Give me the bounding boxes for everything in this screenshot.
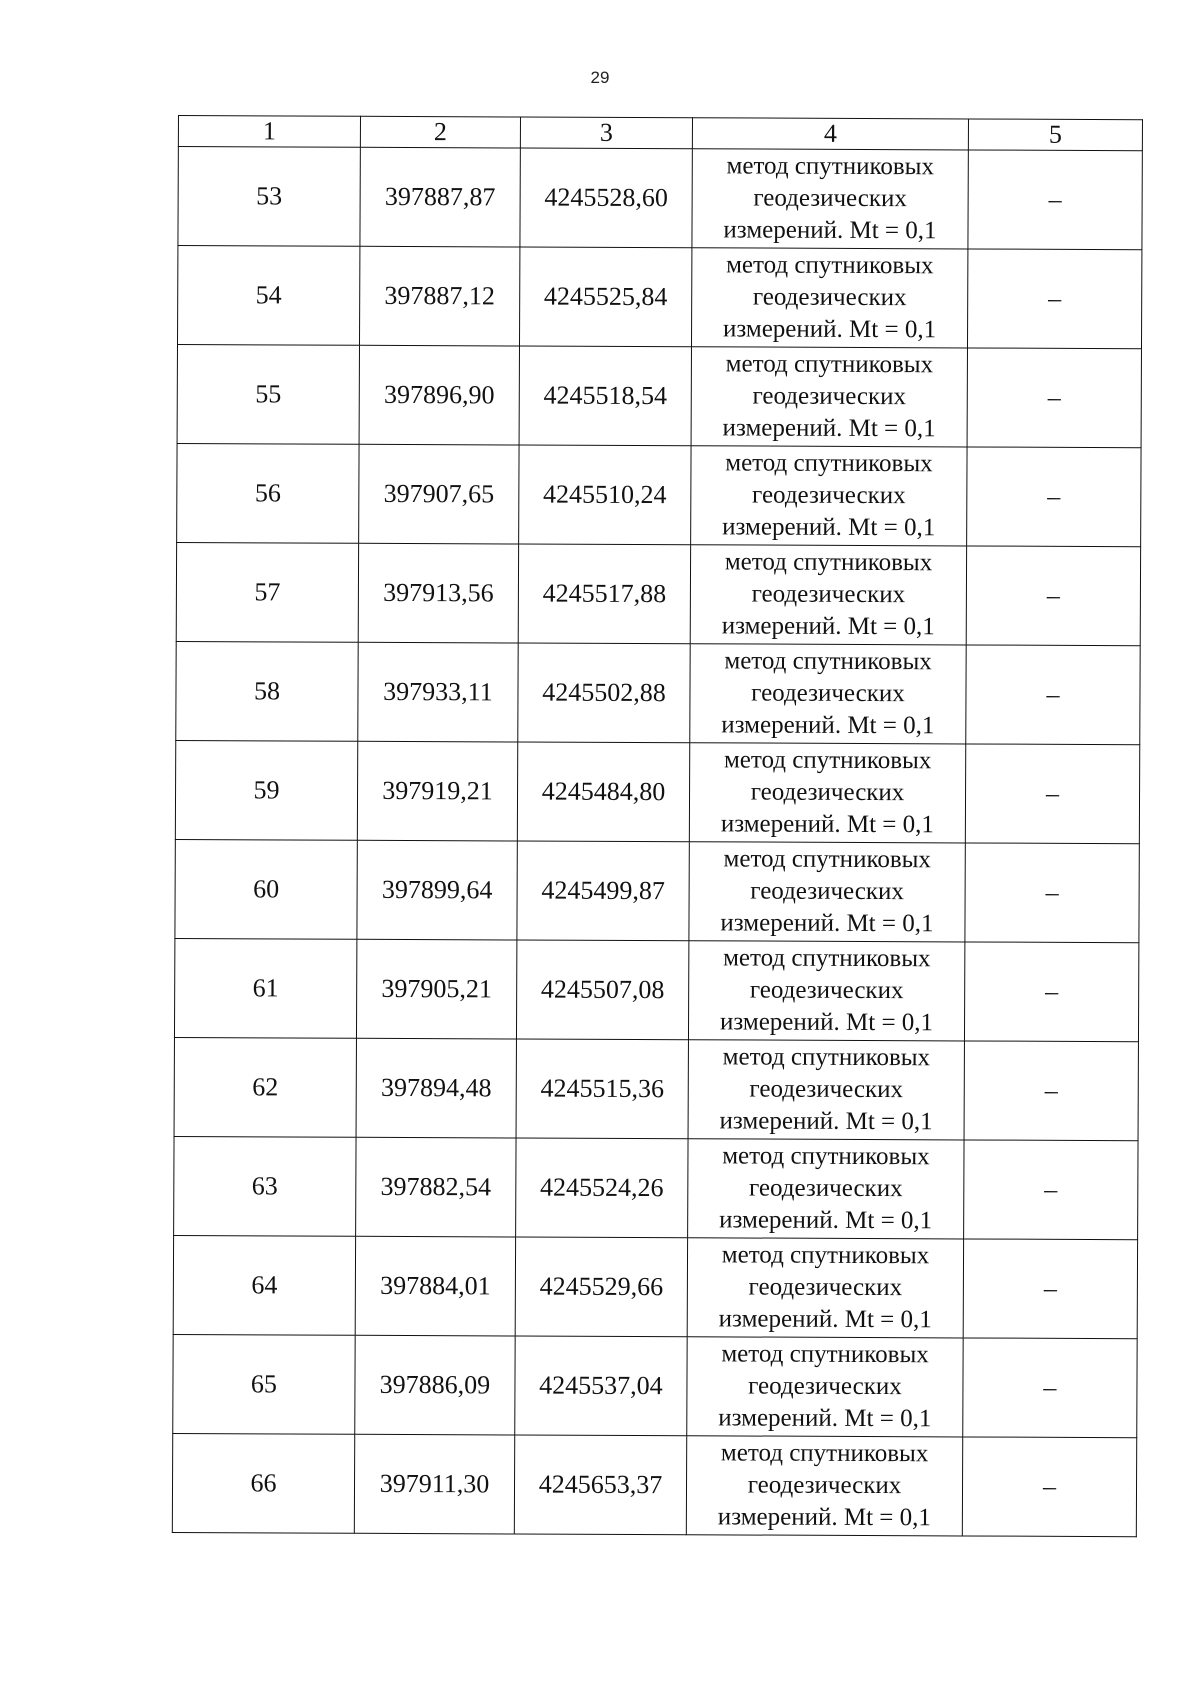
method-line: метод спутниковых [726, 251, 934, 280]
note-cell: – [964, 1140, 1138, 1240]
method-cell [690, 644, 966, 744]
method-line: метод спутниковых [724, 647, 932, 676]
method-line: измерений. Mt = 0,1 [722, 513, 936, 542]
coordinate-y-cell: 4245528,60 [520, 148, 692, 248]
coordinate-x-cell: 397933,11 [358, 642, 518, 742]
point-number-cell: 65 [173, 1334, 355, 1434]
method-line: измерений. Mt = 0,1 [718, 1305, 932, 1334]
coordinate-y-cell: 4245499,87 [517, 841, 689, 941]
coordinate-x-cell: 397919,21 [357, 741, 517, 841]
method-line: измерений. Mt = 0,1 [722, 315, 937, 344]
point-number-cell: 61 [174, 938, 356, 1038]
method-line: метод спутниковых [723, 746, 932, 775]
method-line: измерений. Mt = 0,1 [721, 711, 935, 740]
method-line: измерений. Mt = 0,1 [719, 1206, 933, 1235]
method-line: геодезических [749, 1075, 904, 1104]
coordinate-x-cell: 397913,56 [358, 543, 518, 643]
coordinate-x-cell: 397894,48 [356, 1038, 516, 1138]
coordinate-y-cell: 4245507,08 [516, 940, 688, 1040]
method-line: измерений. Mt = 0,1 [720, 909, 934, 938]
table-body [172, 147, 1142, 1537]
point-number-cell: 64 [173, 1235, 355, 1335]
coordinate-y-cell: 4245517,88 [518, 544, 690, 644]
method-line: метод спутниковых [723, 944, 931, 973]
coordinates-table [172, 115, 1143, 1537]
coordinate-x-cell: 397887,87 [360, 147, 520, 247]
method-line: измерений. Mt = 0,1 [719, 1107, 933, 1136]
method-line: метод спутниковых [722, 1142, 930, 1171]
table-row [175, 740, 1139, 843]
table-row [176, 542, 1140, 645]
coordinate-x-cell: 397886,09 [355, 1335, 515, 1435]
coordinate-x-cell: 397907,65 [359, 444, 519, 544]
method-line: измерений. Mt = 0,1 [721, 612, 935, 641]
method-line: метод спутниковых [725, 350, 934, 379]
method-line: геодезических [751, 481, 906, 510]
point-number-cell: 55 [177, 345, 359, 445]
method-cell [688, 1040, 964, 1140]
note-cell: – [965, 843, 1139, 943]
method-line: геодезических [751, 580, 906, 609]
table-row [174, 1037, 1138, 1140]
method-line: измерений. Mt = 0,1 [722, 414, 936, 443]
table-row [177, 443, 1141, 546]
method-line: измерений. Mt = 0,1 [719, 1008, 934, 1037]
coordinate-y-cell: 4245510,24 [519, 445, 691, 545]
note-cell: – [967, 249, 1141, 349]
note-cell: – [968, 150, 1142, 250]
note-cell: – [966, 645, 1140, 745]
coordinate-y-cell: 4245537,04 [515, 1336, 687, 1436]
method-cell [689, 743, 965, 843]
method-cell [692, 149, 968, 249]
point-number-cell: 58 [176, 641, 358, 741]
method-line: метод спутниковых [726, 152, 935, 181]
method-cell [686, 1436, 962, 1536]
table-row [178, 147, 1142, 250]
note-cell: – [962, 1437, 1136, 1537]
method-line: геодезических [753, 184, 907, 213]
table-row [173, 1334, 1137, 1437]
method-cell [687, 1337, 963, 1437]
coordinate-y-cell: 4245502,88 [518, 643, 690, 743]
coordinate-x-cell: 397911,30 [354, 1434, 514, 1534]
point-number-cell: 66 [172, 1433, 354, 1533]
method-line: геодезических [747, 1471, 902, 1500]
method-line: измерений. Mt = 0,1 [723, 216, 937, 245]
method-line: геодезических [749, 976, 904, 1005]
table-row [177, 246, 1141, 349]
page-number: 29 [590, 68, 610, 87]
column-header-1: 1 [178, 116, 360, 148]
note-cell: – [964, 1041, 1138, 1141]
coordinate-y-cell: 4245524,26 [516, 1138, 688, 1238]
table-row [176, 641, 1140, 744]
coordinate-y-cell: 4245484,80 [517, 742, 689, 842]
method-line: метод спутниковых [721, 1340, 929, 1369]
coordinate-y-cell: 4245653,37 [514, 1435, 686, 1535]
method-line: метод спутниковых [725, 449, 933, 478]
method-line: геодезических [752, 283, 907, 312]
method-cell [687, 1238, 963, 1338]
table-row [173, 1235, 1137, 1338]
point-number-cell: 56 [177, 443, 359, 543]
point-number-cell: 57 [176, 542, 358, 642]
coordinate-y-cell: 4245529,66 [515, 1237, 687, 1337]
method-cell [690, 545, 966, 645]
method-line: измерений. Mt = 0,1 [720, 810, 935, 839]
method-cell [691, 347, 967, 447]
coordinate-y-cell: 4245525,84 [519, 247, 691, 347]
method-line: метод спутниковых [723, 845, 932, 874]
table-header [178, 116, 1142, 151]
method-cell [691, 248, 967, 348]
method-line: метод спутниковых [720, 1439, 929, 1468]
point-number-cell: 53 [178, 147, 360, 247]
method-cell [691, 446, 967, 546]
table-row [174, 1136, 1138, 1239]
method-cell [688, 941, 964, 1041]
method-line: геодезических [750, 778, 905, 807]
coordinate-x-cell: 397882,54 [356, 1137, 516, 1237]
table-row [177, 345, 1141, 448]
column-header-4: 4 [692, 118, 968, 150]
method-line: геодезических [748, 1273, 903, 1302]
column-header-2: 2 [360, 116, 520, 148]
point-number-cell: 60 [175, 839, 357, 939]
method-line: метод спутниковых [721, 1241, 930, 1270]
note-cell: – [963, 1239, 1137, 1339]
method-line: геодезических [752, 382, 907, 411]
table-row [172, 1433, 1136, 1536]
coordinate-x-cell: 397884,01 [355, 1236, 515, 1336]
method-line: метод спутниковых [724, 548, 933, 577]
note-cell: – [966, 546, 1140, 646]
method-cell [689, 842, 965, 942]
method-cell [688, 1139, 964, 1239]
column-header-3: 3 [520, 117, 692, 149]
note-cell: – [965, 744, 1139, 844]
method-line: геодезических [751, 679, 905, 708]
table-row [175, 839, 1139, 942]
point-number-cell: 54 [177, 246, 359, 346]
method-line: геодезических [748, 1372, 902, 1401]
coordinate-x-cell: 397899,64 [357, 840, 517, 940]
point-number-cell: 63 [174, 1136, 356, 1236]
method-line: геодезических [748, 1174, 903, 1203]
coordinate-y-cell: 4245518,54 [519, 346, 691, 446]
note-cell: – [967, 447, 1141, 547]
method-line: измерений. Mt = 0,1 [718, 1404, 932, 1433]
coordinate-x-cell: 397905,21 [356, 939, 516, 1039]
coordinate-x-cell: 397896,90 [359, 345, 519, 445]
table-row [174, 938, 1138, 1041]
point-number-cell: 59 [175, 740, 357, 840]
note-cell: – [967, 348, 1141, 448]
note-cell: – [964, 942, 1138, 1042]
coordinate-x-cell: 397887,12 [359, 246, 519, 346]
note-cell: – [963, 1338, 1137, 1438]
column-header-5: 5 [968, 119, 1142, 151]
method-line: геодезических [750, 877, 904, 906]
method-line: измерений. Mt = 0,1 [717, 1503, 931, 1532]
coordinate-y-cell: 4245515,36 [516, 1039, 688, 1139]
method-line: метод спутниковых [722, 1043, 931, 1072]
header-row [178, 116, 1142, 151]
point-number-cell: 62 [174, 1037, 356, 1137]
